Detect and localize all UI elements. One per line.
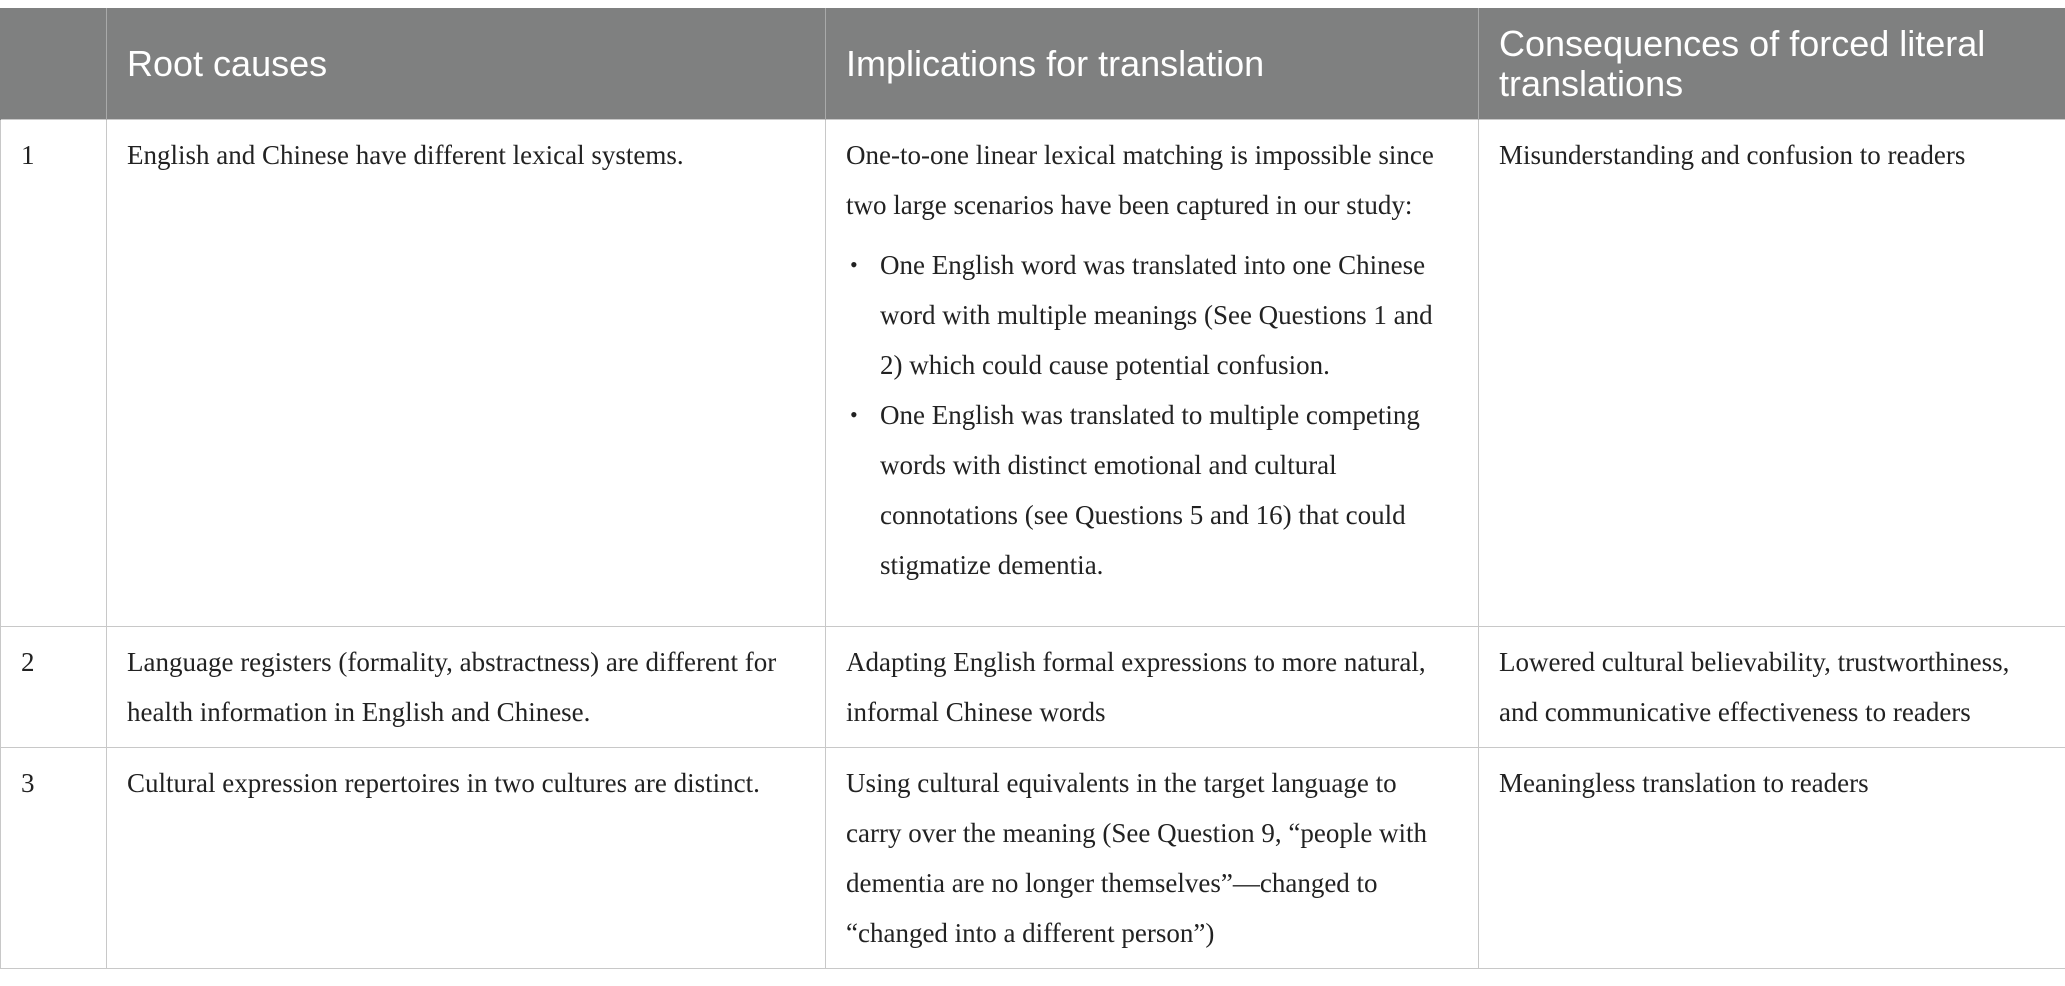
implication-bullet-text: One English was translated to multiple competing words with distinct emotional and cultural connotations (see Questions 5 and 16) that could stigmatize dementia. xyxy=(880,400,1420,580)
implication-cell xyxy=(826,120,1479,627)
implication-bullet-list xyxy=(846,240,1458,590)
translation-table-container xyxy=(0,8,2065,969)
implication-bullet xyxy=(850,240,1458,390)
header-root-causes: Root causes xyxy=(107,8,826,120)
root-cause-cell: English and Chinese have different lexical systems. xyxy=(107,120,826,627)
row-number: 3 xyxy=(1,748,107,969)
bullet-icon: • xyxy=(850,252,858,277)
consequence-cell: Lowered cultural believability, trustworthiness, and communicative effectiveness to readers xyxy=(1479,627,2065,748)
implication-bullet xyxy=(850,390,1458,590)
root-cause-cell: Language registers (formality, abstractness) are different for health information in English and Chinese. xyxy=(107,627,826,748)
header-row xyxy=(1,8,2065,120)
consequence-cell: Meaningless translation to readers xyxy=(1479,748,2065,969)
table-row xyxy=(1,120,2065,627)
implication-intro: One-to-one linear lexical matching is impossible since two large scenarios have been captured in our study: xyxy=(846,140,1434,220)
header-number-column xyxy=(1,8,107,120)
implication-bullet-text: One English word was translated into one Chinese word with multiple meanings (See Questions 1 and 2) which could cause potential confusion. xyxy=(880,250,1433,380)
root-cause-cell: Cultural expression repertoires in two cultures are distinct. xyxy=(107,748,826,969)
header-implications: Implications for translation xyxy=(826,8,1479,120)
row-number: 1 xyxy=(1,120,107,627)
implication-cell: Adapting English formal expressions to more natural, informal Chinese words xyxy=(826,627,1479,748)
table-header xyxy=(1,8,2065,120)
table-body xyxy=(1,120,2065,969)
table-row xyxy=(1,748,2065,969)
bullet-icon: • xyxy=(850,402,858,427)
header-consequences: Consequences of forced literal translations xyxy=(1479,8,2065,120)
table-row xyxy=(1,627,2065,748)
implication-cell: Using cultural equivalents in the target language to carry over the meaning (See Question 9, “people with dementia are no longer themselves”—changed to “changed into a different person”) xyxy=(826,748,1479,969)
translation-table xyxy=(0,8,2065,969)
row-number: 2 xyxy=(1,627,107,748)
consequence-cell: Misunderstanding and confusion to readers xyxy=(1479,120,2065,627)
